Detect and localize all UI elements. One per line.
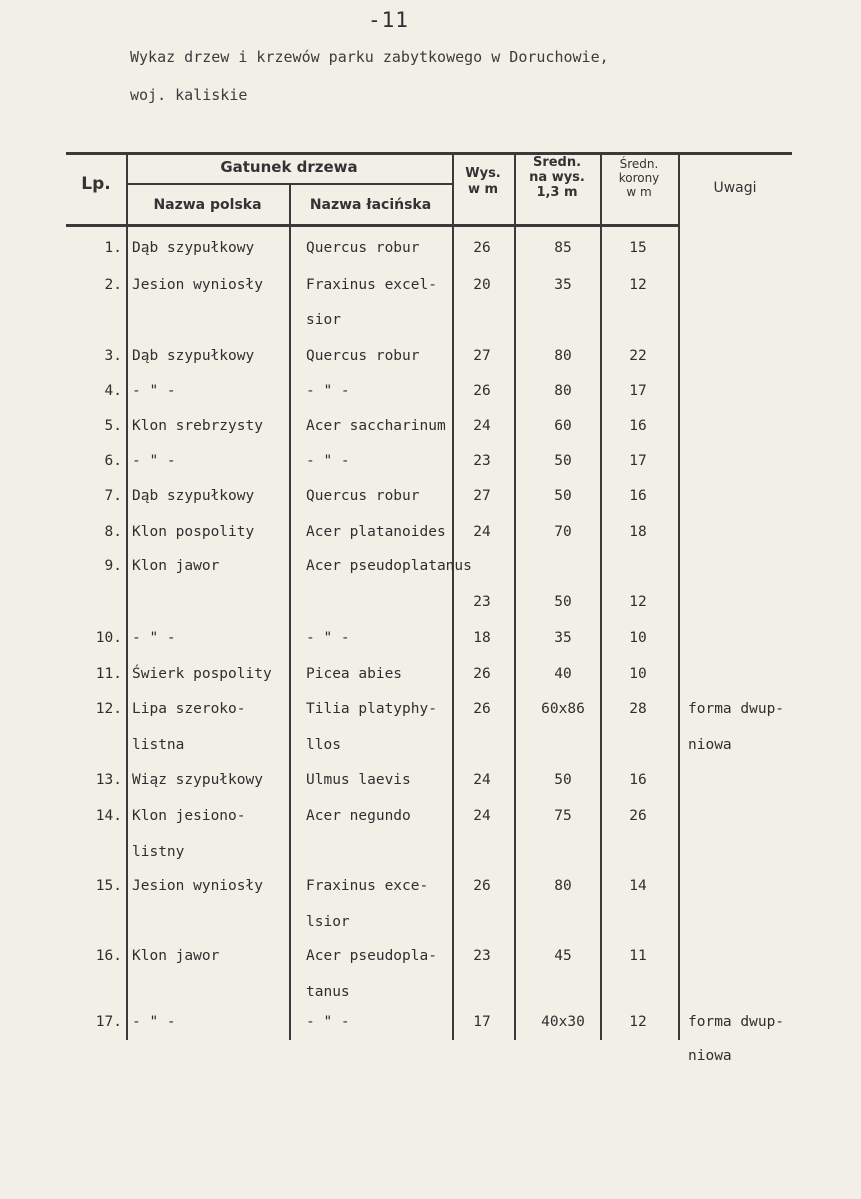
header-crown-diameter-line2: korony (618, 171, 660, 185)
height-value: 24 (473, 772, 491, 788)
crown-diameter-value: 17 (629, 453, 647, 469)
trunk-diameter-value: 70 (554, 524, 572, 540)
polish-name: Klon jawor (132, 558, 220, 574)
tree-inventory-table (66, 152, 792, 1064)
crown-diameter-value: 22 (629, 348, 647, 364)
trunk-diameter-value: 85 (554, 240, 572, 256)
table-row (66, 240, 792, 260)
crown-diameter-value: 17 (629, 383, 647, 399)
polish-name: - " - (132, 453, 176, 469)
row-number: 14. (95, 808, 122, 824)
row-number: 1. (104, 240, 122, 256)
height-value: 23 (473, 594, 491, 610)
latin-name: Acer platanoides (306, 524, 446, 540)
polish-name: listny (132, 844, 185, 860)
trunk-diameter-value: 60 (554, 418, 572, 434)
trunk-diameter-value: 50 (554, 594, 572, 610)
row-number: 3. (104, 348, 122, 364)
header-trunk-diameter-line2: na wys. (529, 170, 585, 185)
table-row (66, 701, 792, 721)
height-value: 27 (473, 488, 491, 504)
crown-diameter-value: 10 (629, 666, 647, 682)
trunk-diameter-value: 40 (554, 666, 572, 682)
crown-diameter-value: 10 (629, 630, 647, 646)
polish-name: Dąb szypułkowy (132, 240, 255, 256)
table-row (66, 737, 792, 757)
header-height-line2: w m (467, 182, 499, 197)
trunk-diameter-value: 50 (554, 772, 572, 788)
trunk-diameter-value: 40x30 (541, 1014, 585, 1030)
polish-name: - " - (132, 383, 176, 399)
trunk-diameter-value: 80 (554, 383, 572, 399)
polish-name: Klon pospolity (132, 524, 255, 540)
polish-name: Klon jawor (132, 948, 220, 964)
table-row (66, 1014, 792, 1034)
latin-name: Acer pseudoplatanus (306, 558, 472, 574)
table-row (66, 383, 792, 403)
latin-name: lsior (306, 914, 350, 930)
height-value: 23 (473, 948, 491, 964)
height-value: 27 (473, 348, 491, 364)
height-value: 24 (473, 808, 491, 824)
crown-diameter-value: 16 (629, 772, 647, 788)
row-number: 11. (95, 666, 122, 682)
table-row (66, 594, 792, 614)
table-row (66, 418, 792, 438)
crown-diameter-value: 16 (629, 418, 647, 434)
header-crown-diameter-line1: Średn. (619, 157, 659, 171)
latin-name: llos (306, 737, 341, 753)
polish-name: - " - (132, 630, 176, 646)
row-number: 16. (95, 948, 122, 964)
crown-diameter-value: 26 (629, 808, 647, 824)
polish-name: Dąb szypułkowy (132, 348, 255, 364)
row-number: 5. (104, 418, 122, 434)
table-row (66, 558, 792, 578)
row-number: 13. (95, 772, 122, 788)
polish-name: Świerk pospolity (132, 666, 272, 682)
height-value: 24 (473, 524, 491, 540)
height-value: 26 (473, 878, 491, 894)
polish-name: Wiąz szypułkowy (132, 772, 263, 788)
polish-name: - " - (132, 1014, 176, 1030)
row-number: 17. (95, 1014, 122, 1030)
latin-name: Quercus robur (306, 240, 420, 256)
latin-name: Fraxinus excel- (306, 277, 437, 293)
header-trunk-diameter-line3: 1,3 m (536, 185, 578, 200)
polish-name: Lipa szeroko- (132, 701, 246, 717)
table-row (66, 666, 792, 686)
header-species: Gatunek drzewa (220, 158, 358, 176)
trunk-diameter-value: 45 (554, 948, 572, 964)
header-latin-name: Nazwa łacińska (309, 197, 432, 213)
height-value: 20 (473, 277, 491, 293)
crown-diameter-value: 28 (629, 701, 647, 717)
row-number: 15. (95, 878, 122, 894)
table-row (66, 772, 792, 792)
row-number: 9. (104, 558, 122, 574)
height-value: 26 (473, 701, 491, 717)
trunk-diameter-value: 35 (554, 630, 572, 646)
table-row (66, 312, 792, 332)
table-row (66, 524, 792, 544)
header-remarks: Uwagi (713, 180, 757, 196)
trunk-diameter-value: 50 (554, 488, 572, 504)
header-trunk-diameter (514, 155, 600, 200)
latin-name: Quercus robur (306, 348, 420, 364)
header-bottom-rule (66, 224, 678, 227)
crown-diameter-value: 12 (629, 1014, 647, 1030)
trunk-diameter-value: 80 (554, 348, 572, 364)
header-crown-diameter-line3: w m (626, 185, 652, 199)
document-subtitle: woj. kaliskie (130, 86, 248, 104)
height-value: 23 (473, 453, 491, 469)
crown-diameter-value: 16 (629, 488, 647, 504)
trunk-diameter-value: 75 (554, 808, 572, 824)
header-height (452, 166, 514, 198)
header-trunk-diameter-line1: Średn. (532, 155, 582, 170)
remarks-value: niowa (688, 1048, 732, 1064)
trunk-diameter-value: 60x86 (541, 701, 585, 717)
latin-name: Acer negundo (306, 808, 411, 824)
trunk-diameter-value: 35 (554, 277, 572, 293)
latin-name: - " - (306, 1014, 350, 1030)
header-polish-name: Nazwa polska (153, 197, 262, 213)
trunk-diameter-value: 50 (554, 453, 572, 469)
table-row (66, 1048, 792, 1068)
latin-name: Acer pseudopla- (306, 948, 437, 964)
row-number: 4. (104, 383, 122, 399)
polish-name: Klon srebrzysty (132, 418, 263, 434)
polish-name: Jesion wyniosły (132, 878, 263, 894)
latin-name: Tilia platyphy- (306, 701, 437, 717)
table-row (66, 808, 792, 828)
remarks-value: forma dwup- (688, 1014, 785, 1030)
height-value: 26 (473, 383, 491, 399)
trunk-diameter-value: 80 (554, 878, 572, 894)
table-row (66, 488, 792, 508)
latin-name: Picea abies (306, 666, 403, 682)
polish-name: Dąb szypułkowy (132, 488, 255, 504)
table-row (66, 630, 792, 650)
table-row (66, 878, 792, 898)
table-row (66, 453, 792, 473)
latin-name: Ulmus laevis (306, 772, 411, 788)
table-row (66, 984, 792, 1004)
height-value: 18 (473, 630, 491, 646)
latin-name: Fraxinus exce- (306, 878, 429, 894)
table-row (66, 277, 792, 297)
crown-diameter-value: 14 (629, 878, 647, 894)
latin-name: - " - (306, 383, 350, 399)
table-row (66, 844, 792, 864)
polish-name: Jesion wyniosły (132, 277, 263, 293)
latin-name: sior (306, 312, 341, 328)
header-height-line1: Wys. (465, 166, 501, 181)
crown-diameter-value: 11 (629, 948, 647, 964)
latin-name: Quercus robur (306, 488, 420, 504)
row-number: 6. (104, 453, 122, 469)
table-top-rule (66, 152, 792, 155)
row-number: 10. (95, 630, 122, 646)
polish-name: listna (132, 737, 185, 753)
crown-diameter-value: 12 (629, 594, 647, 610)
header-crown-diameter (600, 157, 678, 199)
latin-name: - " - (306, 630, 350, 646)
table-row (66, 914, 792, 934)
height-value: 26 (473, 240, 491, 256)
crown-diameter-value: 12 (629, 277, 647, 293)
latin-name: Acer saccharinum (306, 418, 446, 434)
page-number: -11 (368, 8, 409, 32)
document-title: Wykaz drzew i krzewów parku zabytkowego w Doruchowie, (130, 48, 609, 66)
row-number: 7. (104, 488, 122, 504)
remarks-value: niowa (688, 737, 732, 753)
height-value: 17 (473, 1014, 491, 1030)
row-number: 2. (104, 277, 122, 293)
remarks-value: forma dwup- (688, 701, 785, 717)
latin-name: - " - (306, 453, 350, 469)
table-row (66, 948, 792, 968)
crown-diameter-value: 18 (629, 524, 647, 540)
height-value: 26 (473, 666, 491, 682)
row-number: 8. (104, 524, 122, 540)
polish-name: Klon jesiono- (132, 808, 246, 824)
row-number: 12. (95, 701, 122, 717)
table-row (66, 348, 792, 368)
latin-name: tanus (306, 984, 350, 1000)
height-value: 24 (473, 418, 491, 434)
header-lp: Lp. (81, 174, 111, 194)
crown-diameter-value: 15 (629, 240, 647, 256)
